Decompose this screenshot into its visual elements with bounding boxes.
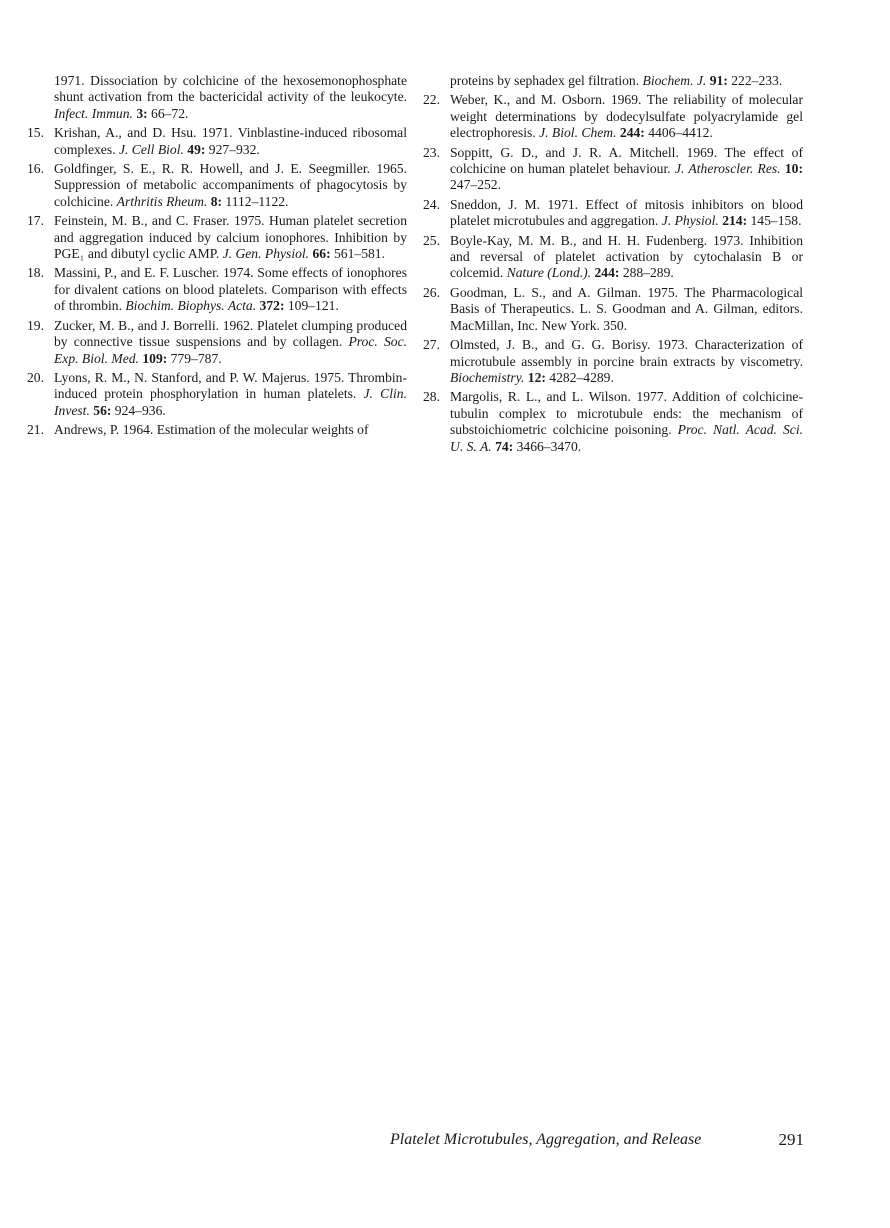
- journal-name: Biochim. Biophys. Acta.: [125, 298, 257, 314]
- volume: 3:: [136, 105, 148, 121]
- journal-name: Nature (Lond.).: [506, 265, 592, 281]
- journal-name: Infect. Immun.: [54, 105, 133, 121]
- volume: 8:: [210, 193, 223, 209]
- volume: 109:: [142, 350, 168, 366]
- reference-item: 17. Feinstein, M. B., and C. Fraser. 1975. Human platelet secretion and aggregation induced by calcium ionophores. Inhibition by PGE₁ and dibutyl cyclic AMP. J. Gen. Physiol. 66: 561–581.: [24, 213, 407, 262]
- journal-name: J. Cell Biol.: [118, 141, 184, 157]
- reference-item: 24. Sneddon, J. M. 1971. Effect of mitosis inhibitors on blood platelet microtubules and aggregation. J. Physiol. 214: 145–158.: [420, 197, 803, 230]
- journal-name: J. Physiol.: [661, 213, 719, 229]
- volume: 91:: [709, 73, 728, 88]
- reference-column-right: [420, 73, 803, 458]
- page-number: 291: [778, 1130, 804, 1149]
- volume: 10:: [784, 161, 803, 177]
- volume: 49:: [187, 141, 206, 157]
- journal-name: Biochem. J.: [642, 73, 707, 88]
- journal-name: J. Biol. Chem.: [539, 125, 617, 141]
- journal-name: Biochemistry.: [450, 369, 525, 385]
- reference-number: 19.: [27, 317, 44, 333]
- volume: 244:: [619, 125, 645, 141]
- reference-number: 17.: [27, 213, 44, 229]
- reference-number: 28.: [423, 389, 440, 405]
- journal-name: J. Atheroscler. Res.: [674, 161, 781, 177]
- reference-item: 26. Goodman, L. S., and A. Gilman. 1975. The Pharmacological Basis of Therapeutics. L. S. Goodman and A. Gilman, editors. MacMillan, Inc. New York. 350.: [420, 285, 803, 334]
- reference-number: 23.: [423, 144, 440, 160]
- page-footer: [390, 1130, 804, 1150]
- running-title: Platelet Microtubules, Aggregation, and Release: [390, 1131, 702, 1148]
- reference-item: 23. Soppitt, G. D., and J. R. A. Mitchell. 1969. The effect of colchicine on human platelet behaviour. J. Atheroscler. Res. 10: 247–252.: [420, 145, 803, 194]
- reference-item: 15. Krishan, A., and D. Hsu. 1971. Vinblastine-induced ribosomal complexes. J. Cell Biol. 49: 927–932.: [24, 125, 407, 158]
- reference-14-continuation: 1971. Dissociation by colchicine of the hexosemonophosphate shunt activation from the bactericidal activity of the leukocyte. Infect. Immun. 3: 66–72.: [54, 73, 407, 121]
- reference-number: 25.: [423, 232, 440, 248]
- volume: 74:: [495, 438, 514, 454]
- journal-name: Arthritis Rheum.: [116, 193, 208, 209]
- reference-item: 19. Zucker, M. B., and J. Borrelli. 1962. Platelet clumping produced by connective tissue suspensions and by collagen. Proc. Soc. Exp. Biol. Med. 109: 779–787.: [24, 318, 407, 367]
- journal-name: J. Clin. Invest.: [54, 386, 407, 418]
- reference-number: 15.: [27, 125, 44, 141]
- reference-number: 26.: [423, 284, 440, 300]
- reference-item: 18. Massini, P., and E. F. Luscher. 1974. Some effects of ionophores for divalent cations on blood platelets. Comparison with effects of thrombin. Biochim. Biophys. Acta. 372: 109–121.: [24, 265, 407, 314]
- reference-number: 20.: [27, 369, 44, 385]
- journal-name: J. Gen. Physiol.: [222, 246, 310, 262]
- reference-number: 24.: [423, 196, 440, 212]
- reference-21-continuation: proteins by sephadex gel filtration. Biochem. J. 91: 222–233.: [450, 73, 783, 88]
- reference-number: 27.: [423, 337, 440, 353]
- volume: 244:: [594, 265, 620, 281]
- volume: 12:: [527, 369, 546, 385]
- reference-number: 16.: [27, 161, 44, 177]
- reference-column-left: [24, 73, 407, 442]
- journal-name: Proc. Soc. Exp. Biol. Med.: [54, 334, 407, 366]
- reference-item: 28. Margolis, R. L., and L. Wilson. 1977. Addition of colchicine-tubulin complex to microtubule ends: the mechanism of substoichiometric colchicine poisoning. Proc. Natl. Acad. Sci. U. S. A. 74: 3466–3470.: [420, 389, 803, 455]
- reference-item: 27. Olmsted, J. B., and G. G. Borisy. 1973. Characterization of microtubule assembly in porcine brain extracts by viscometry. Biochemistry. 12: 4282–4289.: [420, 337, 803, 386]
- reference-item: 20. Lyons, R. M., N. Stanford, and P. W. Majerus. 1975. Thrombin-induced protein phosphorylation in human platelets. J. Clin. Invest. 56: 924–936.: [24, 370, 407, 419]
- reference-number: 18.: [27, 265, 44, 281]
- journal-name: Proc. Natl. Acad. Sci. U. S. A.: [450, 422, 803, 454]
- reference-item: 25. Boyle-Kay, M. M. B., and H. H. Fudenberg. 1973. Inhibition and reversal of platelet activation by cytochalasin B or colcemid. Nature (Lond.). 244: 288–289.: [420, 233, 803, 282]
- volume: 66:: [312, 246, 331, 262]
- reference-number: 22.: [423, 92, 440, 108]
- volume: 214:: [722, 213, 748, 229]
- reference-item: 21. Andrews, P. 1964. Estimation of the molecular weights of: [24, 422, 407, 438]
- reference-item: 22. Weber, K., and M. Osborn. 1969. The reliability of molecular weight determinations by dodecylsulfate polyacrylamide gel electrophoresis. J. Biol. Chem. 244: 4406–4412.: [420, 92, 803, 141]
- reference-item: 16. Goldfinger, S. E., R. R. Howell, and J. E. Seegmiller. 1965. Suppression of metabolic accompaniments of phagocytosis by colchicine. Arthritis Rheum. 8: 1112–1122.: [24, 161, 407, 210]
- reference-number: 21.: [27, 422, 44, 438]
- volume: 372:: [259, 298, 285, 314]
- volume: 56:: [93, 402, 112, 418]
